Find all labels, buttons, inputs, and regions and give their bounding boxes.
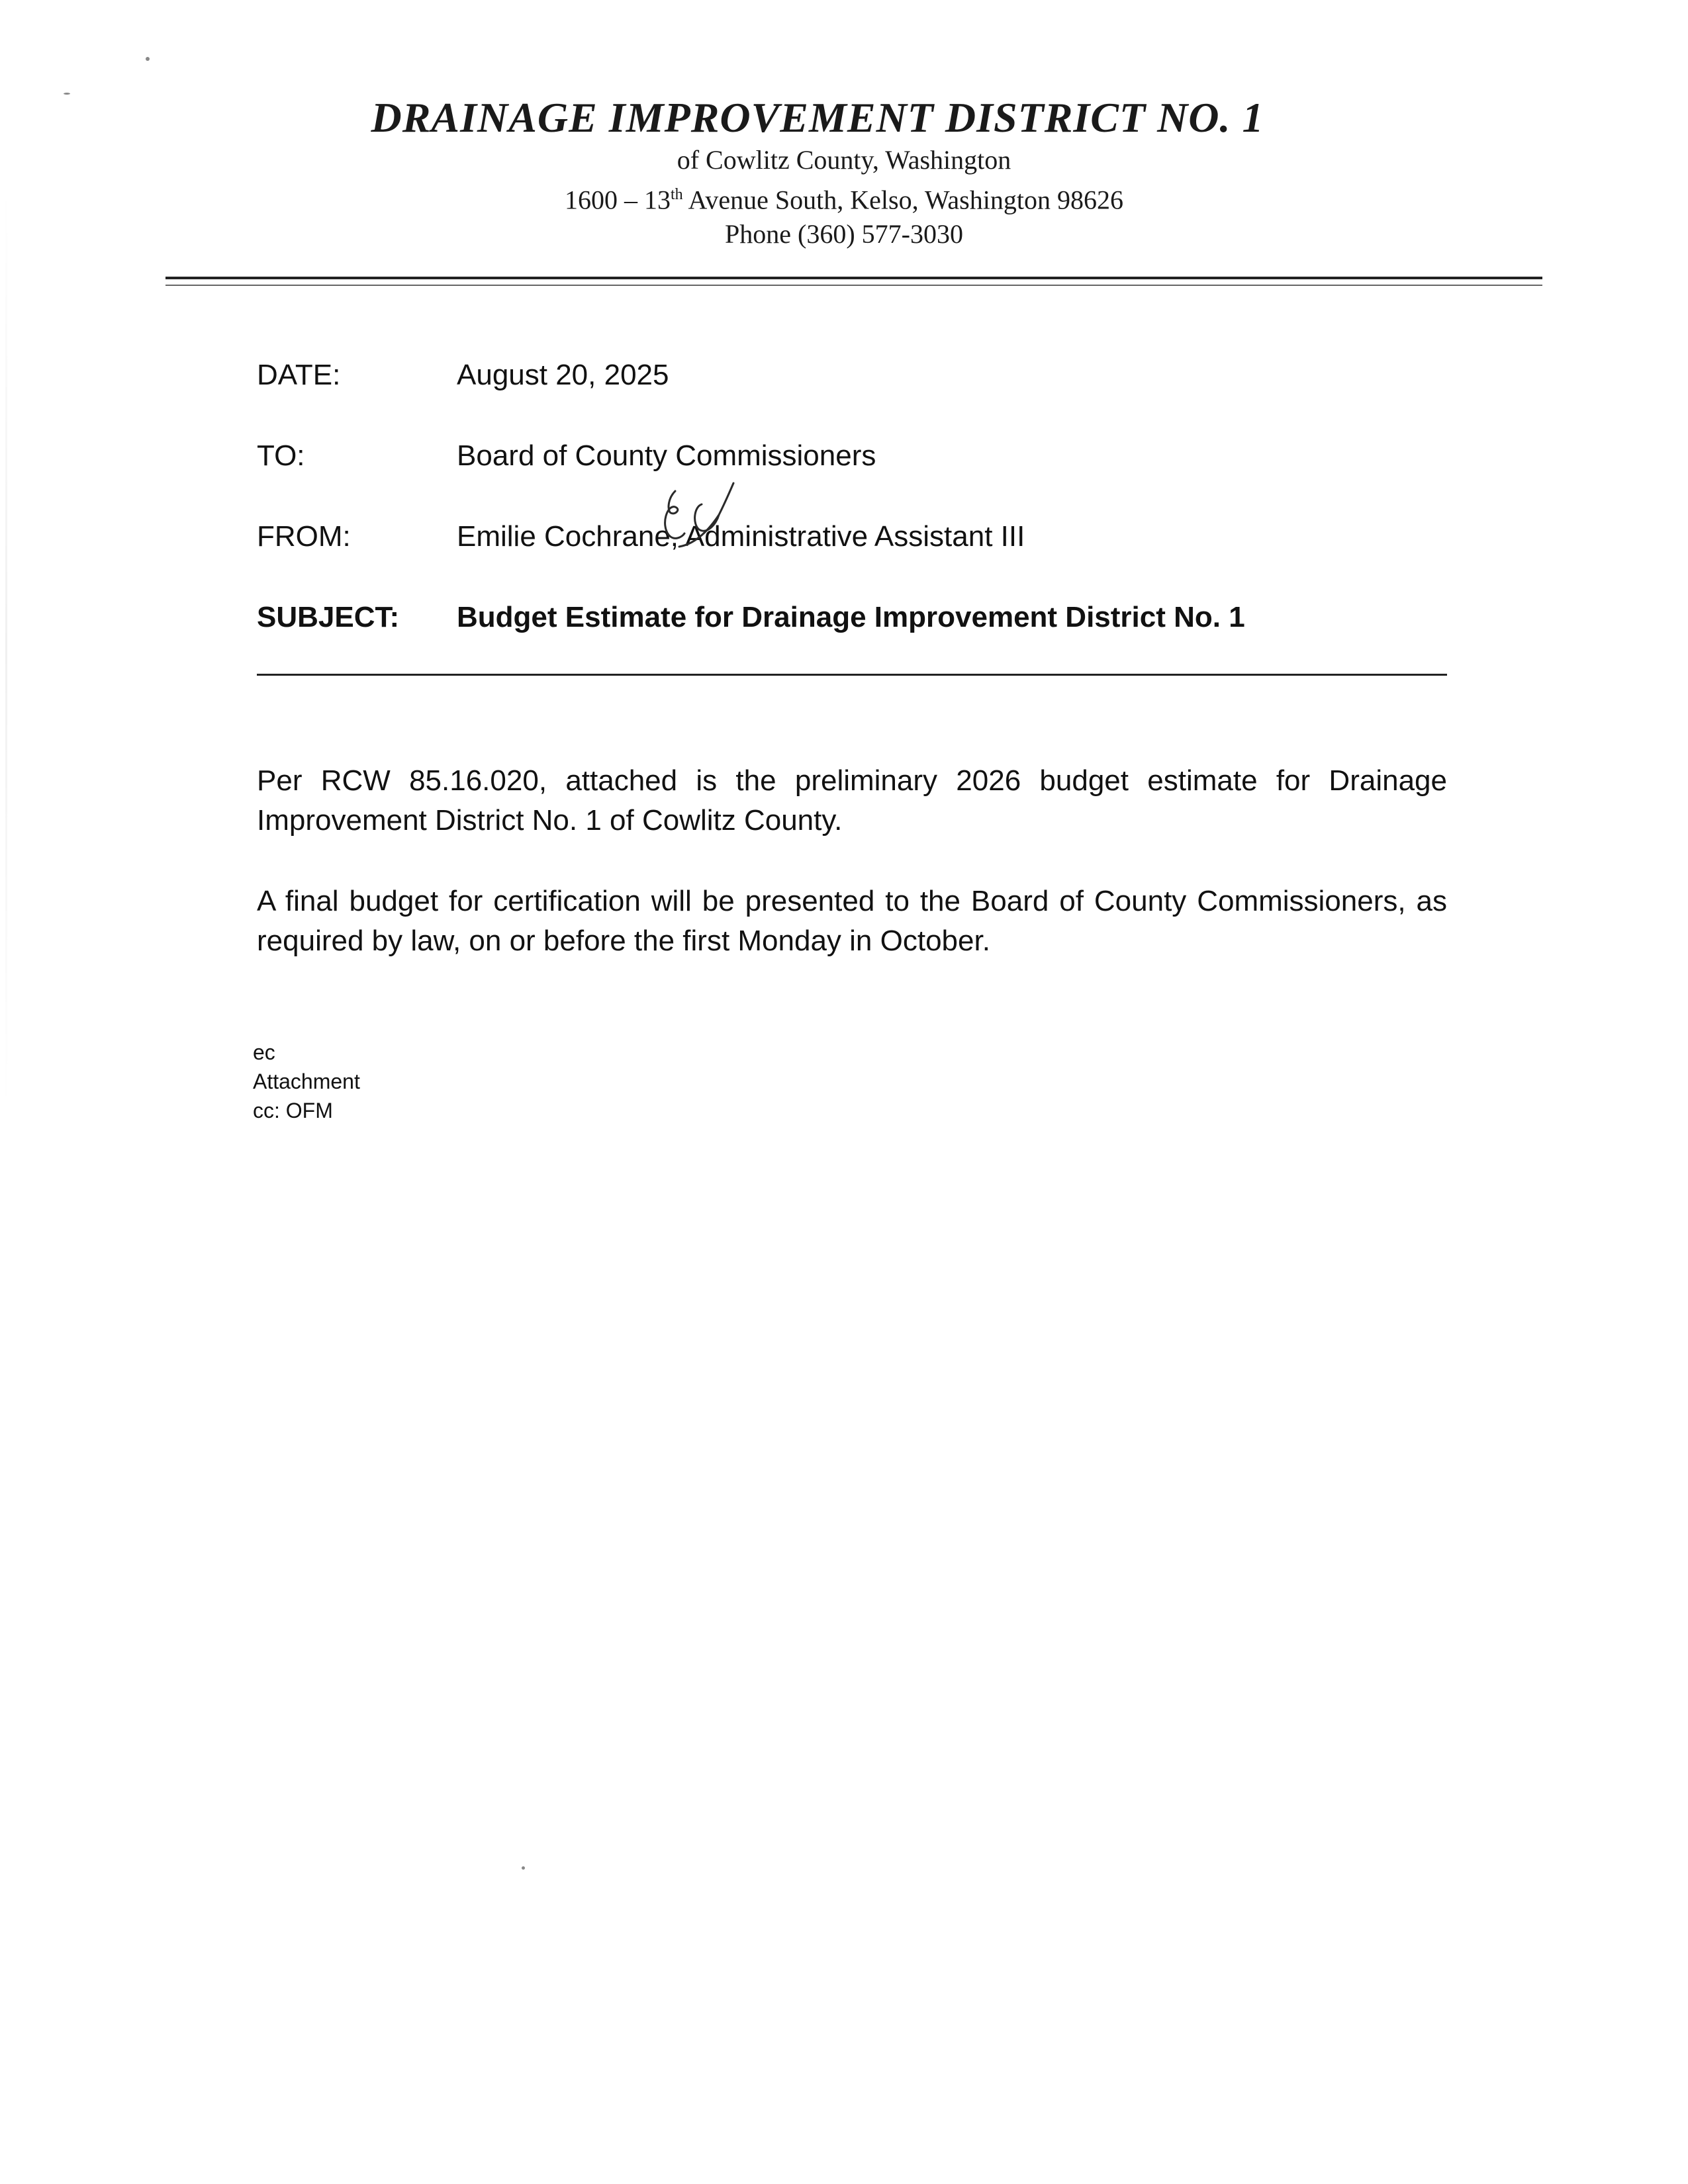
scan-speck	[522, 1866, 525, 1870]
address-superscript: th	[671, 186, 683, 203]
county-line: of Cowlitz County, Washington	[677, 145, 1011, 175]
from-value: Emilie Cochrane, Administrative Assistant III	[457, 520, 1025, 553]
footer-notes	[253, 1038, 360, 1125]
phone-line: Phone (360) 577-3030	[725, 219, 963, 250]
typist-initials: ec	[253, 1040, 275, 1064]
to-value: Board of County Commissioners	[457, 439, 876, 472]
address-prefix: 1600 – 13	[565, 185, 671, 215]
attachment-note: Attachment	[253, 1069, 360, 1093]
body-paragraph-2: A final budget for certification will be presented to the Board of County Commissioners, as required by law, on or before the first Monday in October.	[257, 885, 1447, 957]
memo-header-divider	[257, 674, 1447, 676]
from-label: FROM:	[257, 520, 351, 553]
subject-value: Budget Estimate for Drainage Improvement District No. 1	[457, 601, 1245, 633]
address-suffix: Avenue South, Kelso, Washington 98626	[682, 185, 1123, 215]
handwritten-initials-signature	[655, 478, 755, 551]
scan-speck	[146, 57, 150, 61]
scan-edge	[5, 185, 7, 1112]
body-paragraph-1: Per RCW 85.16.020, attached is the preliminary 2026 budget estimate for Drainage Improvement District No. 1 of Cowlitz County.	[257, 764, 1447, 837]
subject-label: SUBJECT:	[257, 601, 400, 633]
address-line	[0, 177, 1688, 217]
district-title: DRAINAGE IMPROVEMENT DISTRICT NO. 1	[371, 94, 1264, 141]
date-label: DATE:	[257, 359, 341, 391]
cc-note: cc: OFM	[253, 1099, 333, 1122]
letterhead-divider	[165, 277, 1542, 286]
letterhead	[0, 93, 1688, 251]
to-label: TO:	[257, 439, 305, 472]
date-value: August 20, 2025	[457, 359, 669, 391]
